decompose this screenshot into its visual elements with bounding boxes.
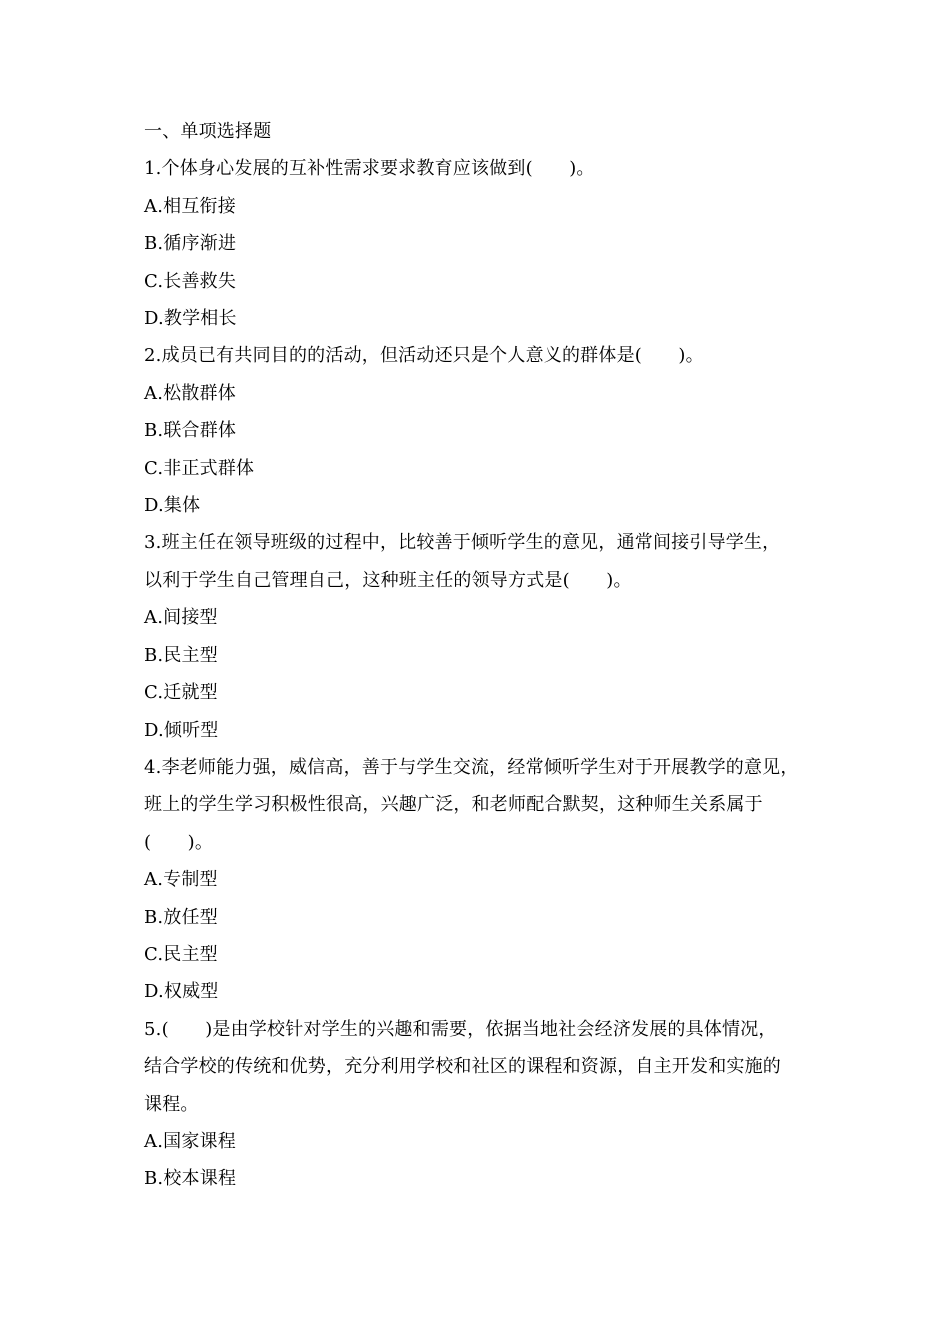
option-b: B.民主型 xyxy=(144,644,218,666)
question-stem xyxy=(144,749,814,861)
question-2 xyxy=(144,337,814,524)
option-d: D.集体 xyxy=(144,495,201,517)
option-b: B.循序渐进 xyxy=(144,233,237,255)
option-a: A.专制型 xyxy=(144,869,218,891)
question-stem-line: 4.李老师能力强，威信高，善于与学生交流，经常倾听学生对于开展教学的意见， xyxy=(144,756,799,778)
option-a: A.松散群体 xyxy=(144,382,236,404)
option-d: D.教学相长 xyxy=(144,308,237,330)
option-b: B.联合群体 xyxy=(144,420,237,442)
question-stem xyxy=(144,524,814,599)
question-stem-line: 2.成员已有共同目的的活动，但活动还只是个人意义的群体是( )。 xyxy=(144,345,704,367)
question-5 xyxy=(144,1011,814,1198)
option-c: C.长善救失 xyxy=(144,270,237,292)
question-stem xyxy=(144,150,814,187)
question-stem-line: 班上的学生学习积极性很高，兴趣广泛，和老师配合默契，这种师生关系属于 xyxy=(144,794,763,816)
option-a: A.间接型 xyxy=(144,607,218,629)
question-stem-line: 以利于学生自己管理自己，这种班主任的领导方式是( )。 xyxy=(144,569,632,591)
option-a: A.国家课程 xyxy=(144,1130,236,1152)
question-stem-line: 1.个体身心发展的互补性需求要求教育应该做到( )。 xyxy=(144,158,595,180)
document-page xyxy=(144,113,814,1198)
option-d: D.倾听型 xyxy=(144,719,219,741)
question-stem-line: 结合学校的传统和优势，充分利用学校和社区的课程和资源，自主开发和实施的 xyxy=(144,1056,781,1078)
option-c: C.迁就型 xyxy=(144,682,218,704)
question-stem xyxy=(144,337,814,374)
question-stem-line: ( )。 xyxy=(144,831,214,853)
option-c: C.民主型 xyxy=(144,943,218,965)
question-1 xyxy=(144,150,814,337)
option-d: D.权威型 xyxy=(144,981,219,1003)
option-c: C.非正式群体 xyxy=(144,457,255,479)
question-4 xyxy=(144,749,814,1011)
option-b: B.放任型 xyxy=(144,906,218,928)
question-stem-line: 5.( )是由学校针对学生的兴趣和需要，依据当地社会经济发展的具体情况， xyxy=(144,1018,777,1040)
option-b: B.校本课程 xyxy=(144,1168,237,1190)
question-stem-line: 课程。 xyxy=(144,1093,199,1115)
section-title: 一、单项选择题 xyxy=(144,121,272,142)
question-3 xyxy=(144,524,814,748)
question-stem xyxy=(144,1011,814,1123)
option-a: A.相互衔接 xyxy=(144,195,236,217)
question-stem-line: 3.班主任在领导班级的过程中，比较善于倾听学生的意见，通常间接引导学生， xyxy=(144,532,781,554)
